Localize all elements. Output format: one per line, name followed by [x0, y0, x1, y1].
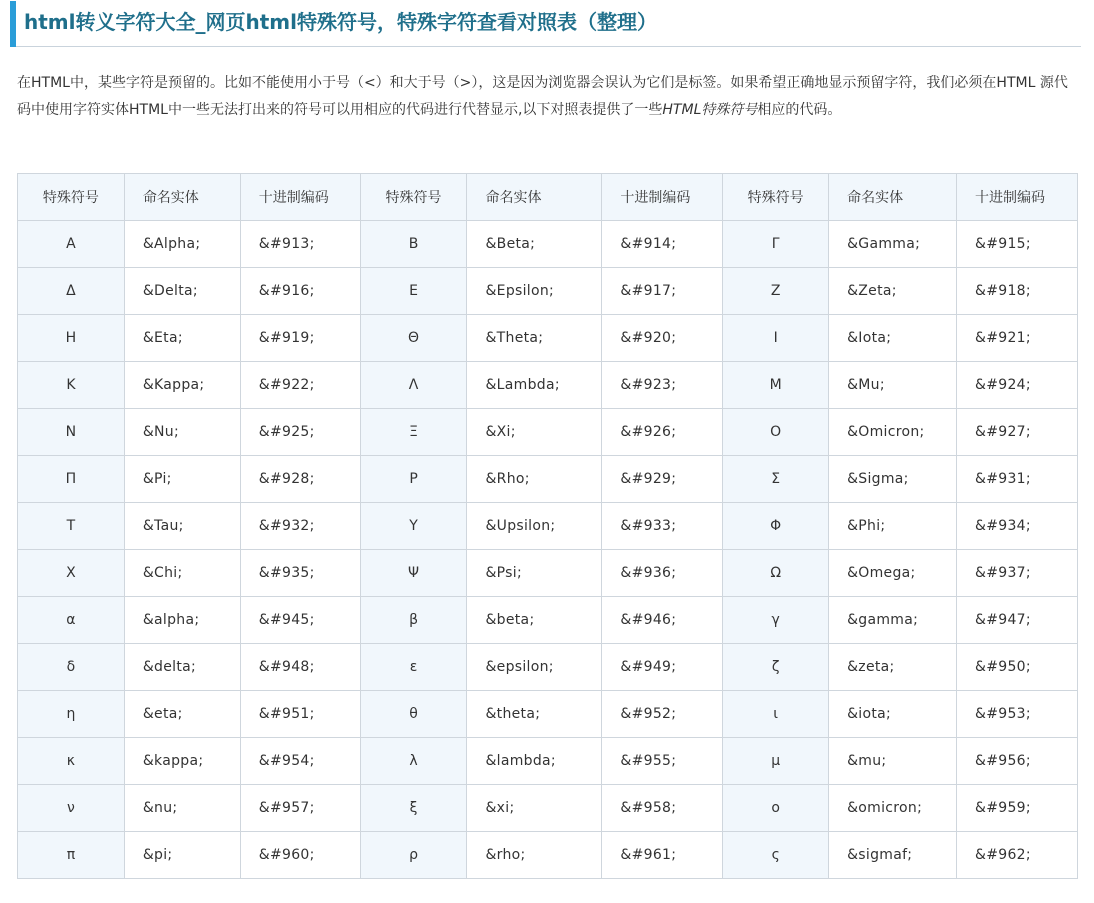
entity-name-cell: &Theta;: [467, 315, 602, 362]
table-row: [18, 550, 1078, 597]
entity-name-cell: &delta;: [124, 644, 240, 691]
decimal-code-cell: &#932;: [240, 503, 360, 550]
symbol-cell: Ν: [18, 409, 125, 456]
entity-name-cell: &nu;: [124, 785, 240, 832]
entity-name-cell: &Kappa;: [124, 362, 240, 409]
symbol-cell: Χ: [18, 550, 125, 597]
decimal-code-cell: &#949;: [602, 644, 723, 691]
column-header: 十进制编码: [602, 174, 723, 221]
column-header: 命名实体: [467, 174, 602, 221]
entity-name-cell: &beta;: [467, 597, 602, 644]
symbol-cell: Α: [18, 221, 125, 268]
symbol-cell: Ω: [723, 550, 829, 597]
symbol-cell: Ο: [723, 409, 829, 456]
symbol-cell: Η: [18, 315, 125, 362]
decimal-code-cell: &#952;: [602, 691, 723, 738]
symbol-cell: Ρ: [360, 456, 467, 503]
decimal-code-cell: &#957;: [240, 785, 360, 832]
decimal-code-cell: &#962;: [957, 832, 1078, 879]
decimal-code-cell: &#927;: [957, 409, 1078, 456]
decimal-code-cell: &#946;: [602, 597, 723, 644]
entity-name-cell: &Epsilon;: [467, 268, 602, 315]
symbol-cell: Ε: [360, 268, 467, 315]
table-row: [18, 644, 1078, 691]
symbol-cell: γ: [723, 597, 829, 644]
decimal-code-cell: &#922;: [240, 362, 360, 409]
entity-name-cell: &Lambda;: [467, 362, 602, 409]
entity-name-cell: &iota;: [829, 691, 957, 738]
decimal-code-cell: &#916;: [240, 268, 360, 315]
decimal-code-cell: &#947;: [957, 597, 1078, 644]
entity-name-cell: &Iota;: [829, 315, 957, 362]
column-header: 特殊符号: [18, 174, 125, 221]
table-row: [18, 315, 1078, 362]
column-header: 十进制编码: [957, 174, 1078, 221]
symbol-cell: ξ: [360, 785, 467, 832]
symbol-cell: Θ: [360, 315, 467, 362]
decimal-code-cell: &#918;: [957, 268, 1078, 315]
table-row: [18, 456, 1078, 503]
table-row: [18, 832, 1078, 879]
entity-name-cell: &Pi;: [124, 456, 240, 503]
entity-name-cell: &epsilon;: [467, 644, 602, 691]
decimal-code-cell: &#924;: [957, 362, 1078, 409]
decimal-code-cell: &#915;: [957, 221, 1078, 268]
table-row: [18, 221, 1078, 268]
column-header: 十进制编码: [240, 174, 360, 221]
symbol-cell: Γ: [723, 221, 829, 268]
intro-text: 在HTML中，某些字符是预留的。比如不能使用小于号（<）和大于号（>），这是因为浏览器会误认为它们是标签。如果希望正确地显示预留字符，我们必须在HTML 源代码中使用字符实体HTML中一些无法打出来的符号可以用相应的代码进行代替显示,以下对照表提供了一些: [17, 75, 1068, 118]
decimal-code-cell: &#931;: [957, 456, 1078, 503]
symbol-cell: Φ: [723, 503, 829, 550]
entity-name-cell: &gamma;: [829, 597, 957, 644]
entity-name-cell: &Beta;: [467, 221, 602, 268]
entity-name-cell: &kappa;: [124, 738, 240, 785]
symbol-cell: Β: [360, 221, 467, 268]
symbol-cell: Μ: [723, 362, 829, 409]
symbol-cell: Π: [18, 456, 125, 503]
decimal-code-cell: &#945;: [240, 597, 360, 644]
entity-name-cell: &Upsilon;: [467, 503, 602, 550]
entity-name-cell: &Omicron;: [829, 409, 957, 456]
entity-name-cell: &rho;: [467, 832, 602, 879]
entity-name-cell: &Psi;: [467, 550, 602, 597]
table-row: [18, 268, 1078, 315]
decimal-code-cell: &#953;: [957, 691, 1078, 738]
entity-name-cell: &sigmaf;: [829, 832, 957, 879]
special-char-table: [17, 173, 1078, 879]
symbol-cell: δ: [18, 644, 125, 691]
entity-name-cell: &Chi;: [124, 550, 240, 597]
entity-name-cell: &Phi;: [829, 503, 957, 550]
entity-name-cell: &Zeta;: [829, 268, 957, 315]
entity-name-cell: &theta;: [467, 691, 602, 738]
symbol-cell: Ψ: [360, 550, 467, 597]
entity-name-cell: &mu;: [829, 738, 957, 785]
entity-name-cell: &alpha;: [124, 597, 240, 644]
symbol-cell: Λ: [360, 362, 467, 409]
decimal-code-cell: &#921;: [957, 315, 1078, 362]
decimal-code-cell: &#934;: [957, 503, 1078, 550]
symbol-cell: ι: [723, 691, 829, 738]
table-row: [18, 503, 1078, 550]
decimal-code-cell: &#920;: [602, 315, 723, 362]
table-row: [18, 597, 1078, 644]
decimal-code-cell: &#923;: [602, 362, 723, 409]
entity-name-cell: &Eta;: [124, 315, 240, 362]
decimal-code-cell: &#925;: [240, 409, 360, 456]
column-header: 特殊符号: [723, 174, 829, 221]
table-body: [18, 221, 1078, 879]
entity-name-cell: &eta;: [124, 691, 240, 738]
entity-name-cell: &Gamma;: [829, 221, 957, 268]
article-title-bar: [10, 1, 1081, 47]
decimal-code-cell: &#928;: [240, 456, 360, 503]
page-title: html转义字符大全_网页html特殊符号，特殊字符查看对照表（整理）: [24, 10, 657, 34]
decimal-code-cell: &#954;: [240, 738, 360, 785]
table-row: [18, 409, 1078, 456]
decimal-code-cell: &#956;: [957, 738, 1078, 785]
column-header: 命名实体: [829, 174, 957, 221]
entity-name-cell: &pi;: [124, 832, 240, 879]
decimal-code-cell: &#914;: [602, 221, 723, 268]
title-accent-bar: [10, 1, 16, 47]
symbol-cell: ς: [723, 832, 829, 879]
symbol-cell: Δ: [18, 268, 125, 315]
intro-text-end: 相应的代码。: [757, 102, 842, 118]
decimal-code-cell: &#929;: [602, 456, 723, 503]
entity-name-cell: &xi;: [467, 785, 602, 832]
symbol-cell: κ: [18, 738, 125, 785]
symbol-cell: Ζ: [723, 268, 829, 315]
symbol-cell: θ: [360, 691, 467, 738]
symbol-cell: Τ: [18, 503, 125, 550]
entity-name-cell: &Delta;: [124, 268, 240, 315]
entity-name-cell: &zeta;: [829, 644, 957, 691]
decimal-code-cell: &#937;: [957, 550, 1078, 597]
symbol-cell: π: [18, 832, 125, 879]
intro-paragraph: [17, 70, 1081, 124]
symbol-cell: Ξ: [360, 409, 467, 456]
decimal-code-cell: &#917;: [602, 268, 723, 315]
symbol-cell: ε: [360, 644, 467, 691]
decimal-code-cell: &#936;: [602, 550, 723, 597]
decimal-code-cell: &#919;: [240, 315, 360, 362]
symbol-cell: Ι: [723, 315, 829, 362]
symbol-cell: λ: [360, 738, 467, 785]
entity-name-cell: &omicron;: [829, 785, 957, 832]
decimal-code-cell: &#951;: [240, 691, 360, 738]
entity-name-cell: &Omega;: [829, 550, 957, 597]
decimal-code-cell: &#958;: [602, 785, 723, 832]
entity-name-cell: &Nu;: [124, 409, 240, 456]
decimal-code-cell: &#955;: [602, 738, 723, 785]
decimal-code-cell: &#961;: [602, 832, 723, 879]
table-row: [18, 362, 1078, 409]
symbol-cell: μ: [723, 738, 829, 785]
decimal-code-cell: &#948;: [240, 644, 360, 691]
table-header-row: [18, 174, 1078, 221]
intro-emphasis: HTML特殊符号: [662, 102, 758, 118]
symbol-cell: α: [18, 597, 125, 644]
decimal-code-cell: &#933;: [602, 503, 723, 550]
symbol-cell: Κ: [18, 362, 125, 409]
column-header: 特殊符号: [360, 174, 467, 221]
entity-name-cell: &Xi;: [467, 409, 602, 456]
column-header: 命名实体: [124, 174, 240, 221]
table-row: [18, 691, 1078, 738]
decimal-code-cell: &#935;: [240, 550, 360, 597]
decimal-code-cell: &#913;: [240, 221, 360, 268]
symbol-cell: β: [360, 597, 467, 644]
symbol-cell: ζ: [723, 644, 829, 691]
entity-name-cell: &lambda;: [467, 738, 602, 785]
decimal-code-cell: &#926;: [602, 409, 723, 456]
symbol-cell: η: [18, 691, 125, 738]
table-row: [18, 738, 1078, 785]
entity-name-cell: &Rho;: [467, 456, 602, 503]
decimal-code-cell: &#959;: [957, 785, 1078, 832]
entity-name-cell: &Alpha;: [124, 221, 240, 268]
table-row: [18, 785, 1078, 832]
decimal-code-cell: &#960;: [240, 832, 360, 879]
entity-name-cell: &Sigma;: [829, 456, 957, 503]
symbol-cell: ο: [723, 785, 829, 832]
symbol-cell: ρ: [360, 832, 467, 879]
symbol-cell: Σ: [723, 456, 829, 503]
entity-name-cell: &Mu;: [829, 362, 957, 409]
decimal-code-cell: &#950;: [957, 644, 1078, 691]
entity-name-cell: &Tau;: [124, 503, 240, 550]
symbol-cell: Υ: [360, 503, 467, 550]
symbol-cell: ν: [18, 785, 125, 832]
